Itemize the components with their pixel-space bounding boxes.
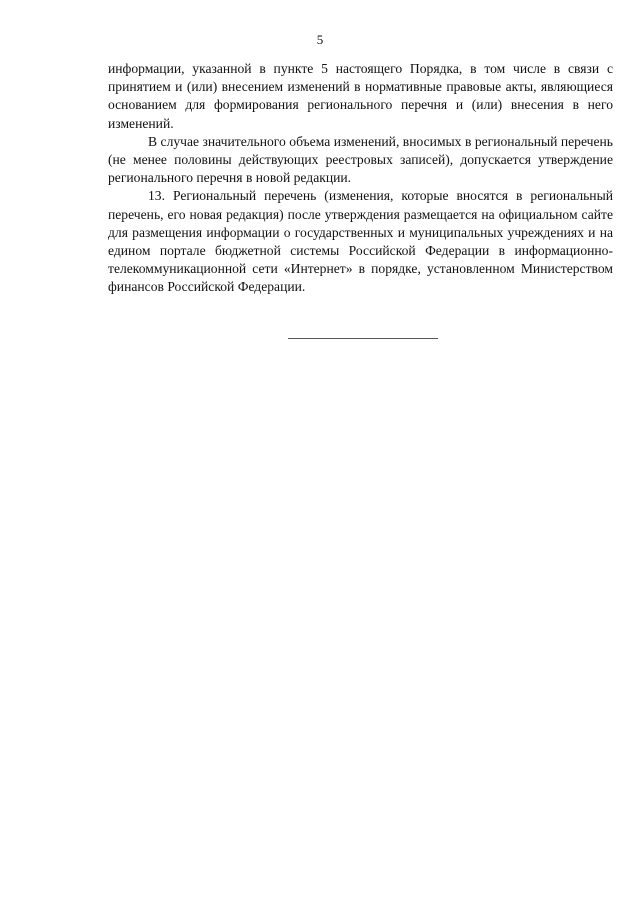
document-body <box>108 60 613 297</box>
paragraph-significant-changes: В случае значительного объема изменений, вносимых в региональный перечень (не менее половины действующих реестровых записей), допускается утверждение регионального перечня в новой редакции. <box>108 133 613 186</box>
closing-divider-line <box>288 338 438 339</box>
paragraph-continuation: информации, указанной в пункте 5 настоящего Порядка, в том числе в связи с принятием и (или) внесением изменений в нормативные правовые акты, являющиеся основанием для формирования регионального перечня и (или) внесения в него изменений. <box>108 61 613 131</box>
paragraph-item-13: 13. Региональный перечень (изменения, которые вносятся в региональный перечень, его новая редакция) после утверждения размещается на официальном сайте для размещения информации о государственных и муниципальных учреждениях и на едином портале бюджетной системы Российской Федерации в информационно-телекоммуникационной сети «Интернет» в порядке, установленном Министерством финансов Российской Федерации. <box>108 188 613 295</box>
page-number: 5 <box>316 32 324 47</box>
